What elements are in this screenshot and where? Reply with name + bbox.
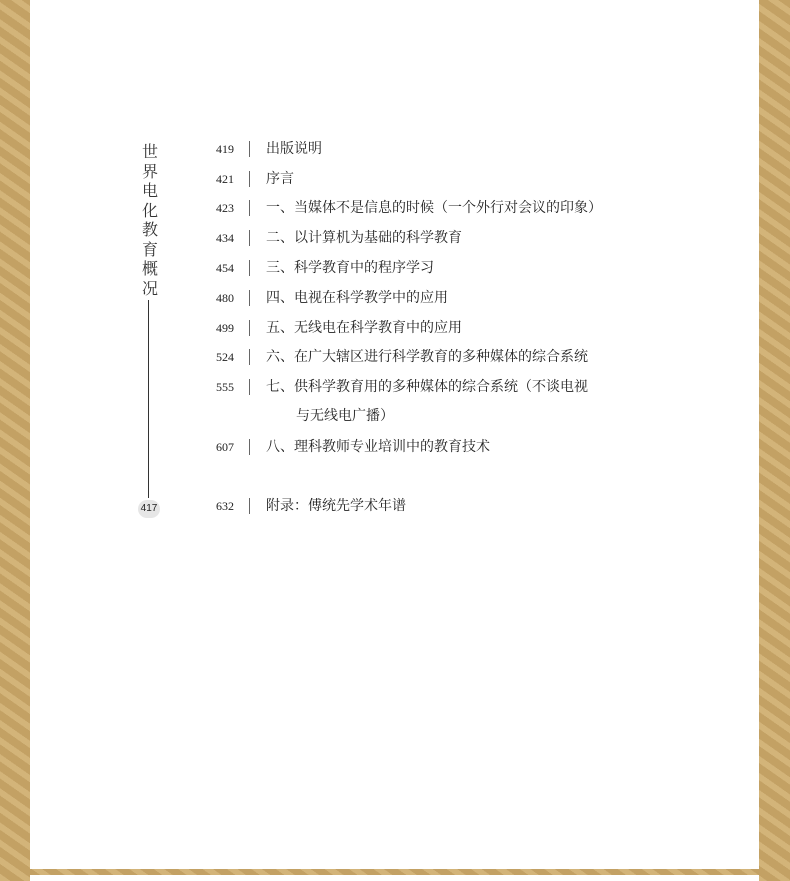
toc-title-continuation: 与无线电广播） — [296, 408, 394, 424]
toc-title: 序言 — [266, 171, 294, 187]
toc-title: 七、供科学教育用的多种媒体的综合系统（不谈电视 — [266, 379, 588, 395]
toc-page-number: 607 — [216, 440, 234, 454]
toc-page-number: 555 — [216, 380, 234, 394]
toc-page-number: 419 — [216, 142, 234, 156]
toc-page-number: 632 — [216, 499, 234, 513]
toc-title: 四、电视在科学教学中的应用 — [266, 290, 448, 306]
toc-title: 六、在广大辖区进行科学教育的多种媒体的综合系统 — [266, 349, 588, 365]
toc-separator — [249, 320, 250, 336]
toc-separator — [249, 439, 250, 455]
toc-page-number: 524 — [216, 350, 234, 364]
toc-page-number: 499 — [216, 321, 234, 335]
toc-separator — [249, 200, 250, 216]
toc-page-number: 480 — [216, 291, 234, 305]
toc-separator — [249, 230, 250, 246]
toc-separator — [249, 290, 250, 306]
toc-separator — [249, 349, 250, 365]
toc-page-number: 421 — [216, 172, 234, 186]
page-sheet — [30, 0, 759, 869]
toc-title: 一、当媒体不是信息的时候（一个外行对会议的印象） — [266, 200, 602, 216]
toc-title: 出版说明 — [266, 141, 322, 157]
vertical-book-title: 世界电化教育概况 — [141, 142, 158, 298]
toc-page-number: 434 — [216, 231, 234, 245]
toc-separator — [249, 379, 250, 395]
toc-separator — [249, 171, 250, 187]
title-divider-line — [148, 300, 149, 498]
toc-separator — [249, 141, 250, 157]
toc-title: 八、理科教师专业培训中的教育技术 — [266, 439, 490, 455]
toc-separator — [249, 260, 250, 276]
toc-title: 附录：傅统先学术年谱 — [266, 498, 406, 514]
toc-page-number: 454 — [216, 261, 234, 275]
toc-title: 五、无线电在科学教育中的应用 — [266, 320, 462, 336]
next-page-edge — [30, 875, 759, 881]
toc-title: 三、科学教育中的程序学习 — [266, 260, 434, 276]
page-number-badge: 417 — [138, 500, 160, 518]
toc-page-number: 423 — [216, 201, 234, 215]
toc-separator — [249, 498, 250, 514]
toc-title: 二、以计算机为基础的科学教育 — [266, 230, 462, 246]
